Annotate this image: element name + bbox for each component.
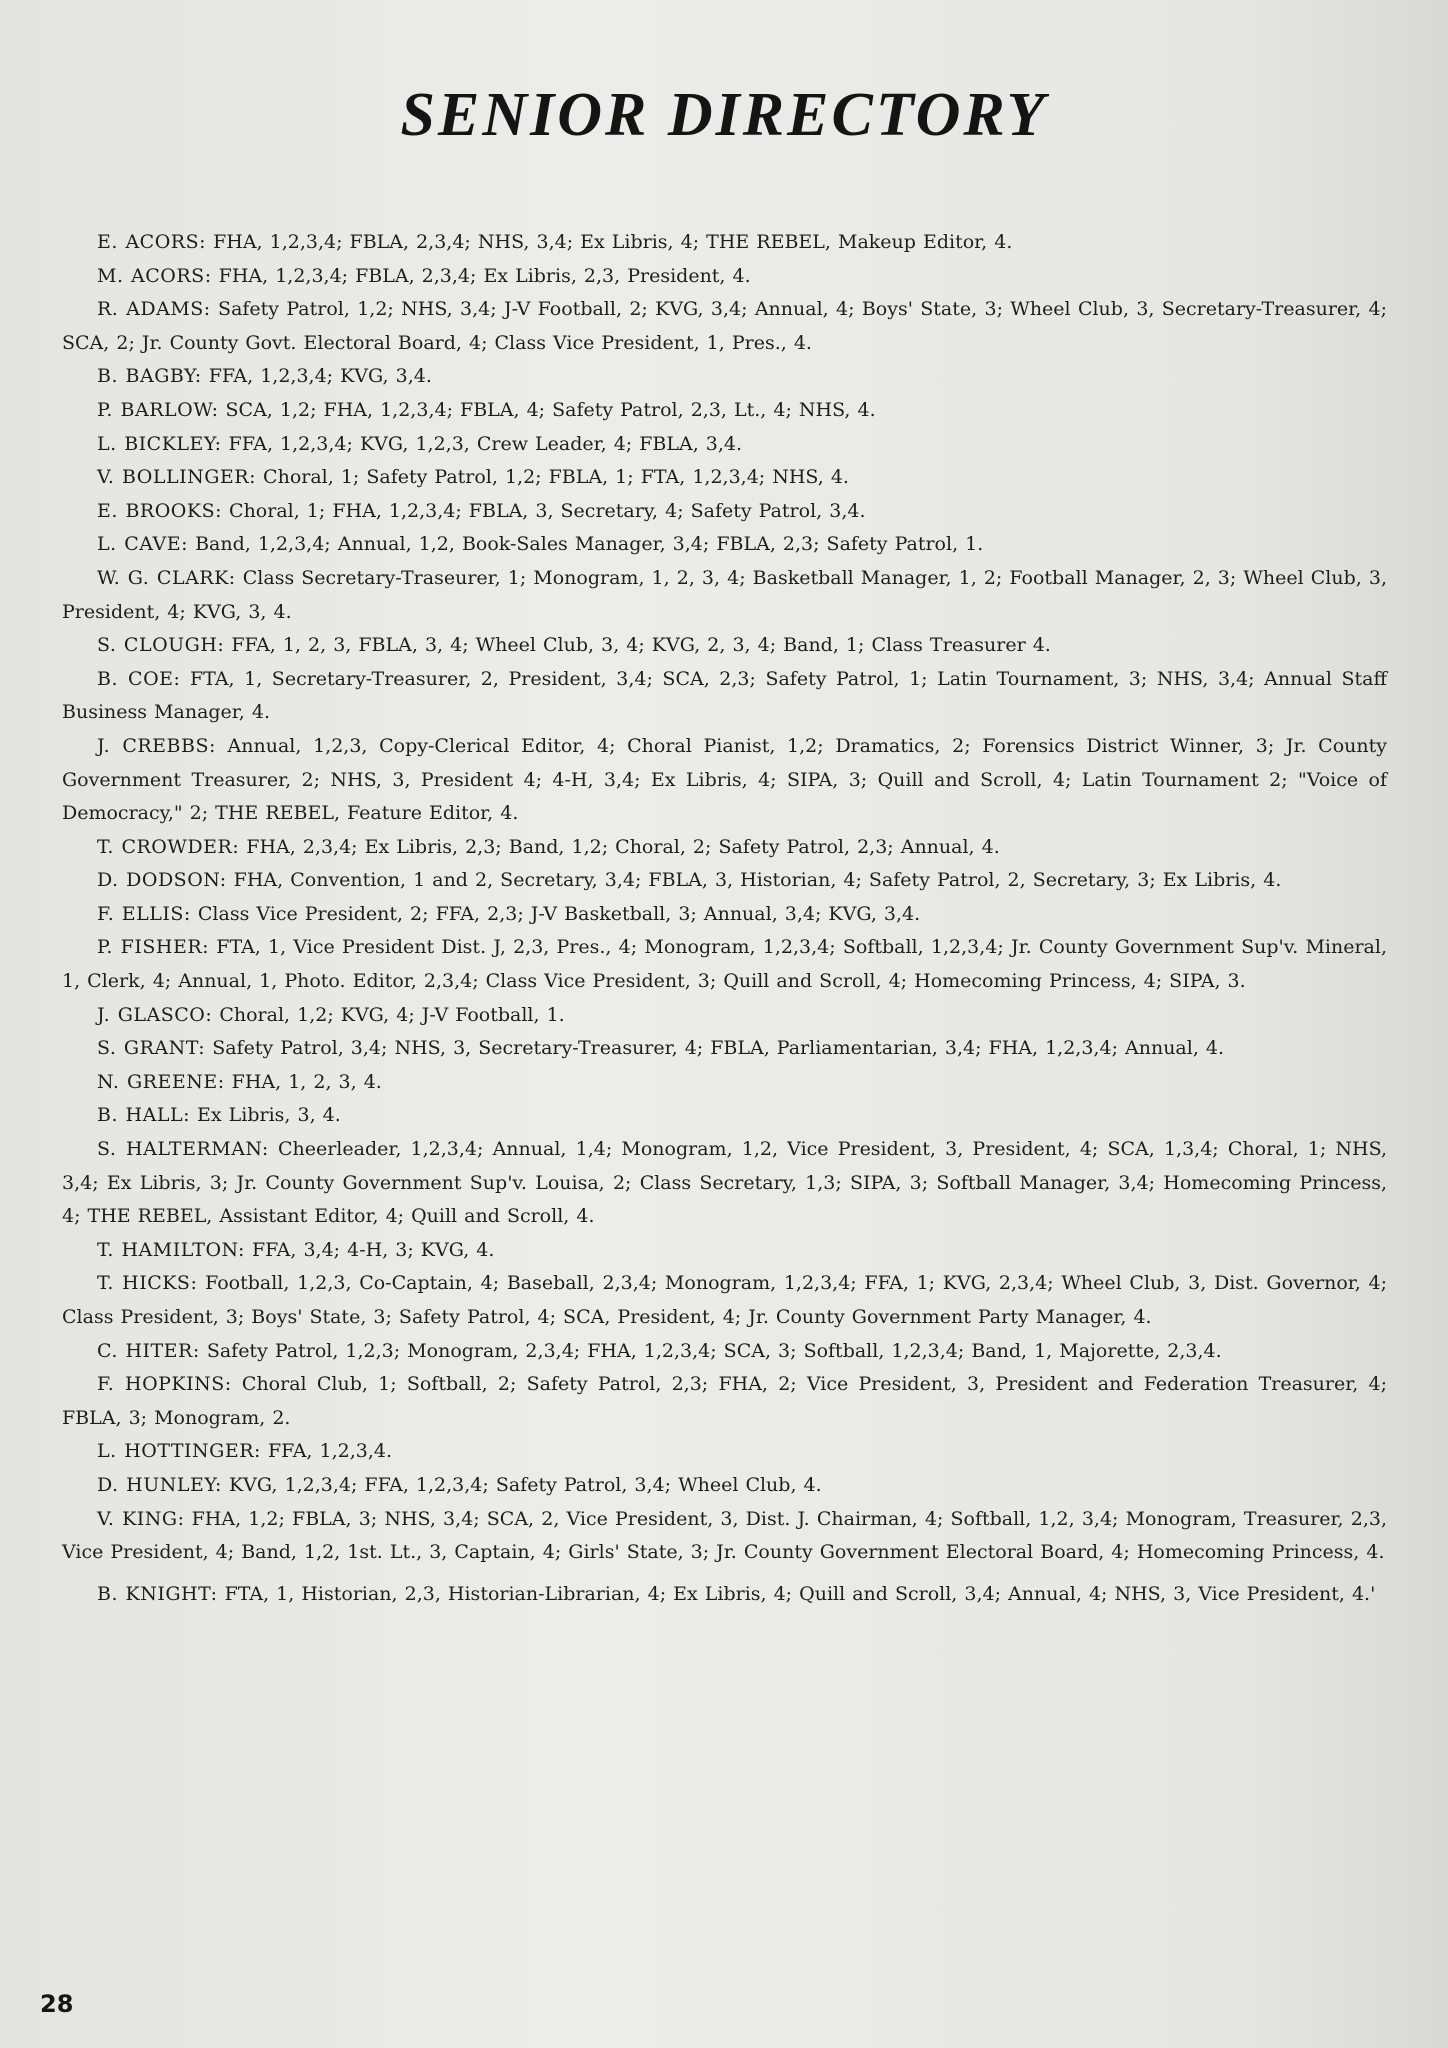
entry-activities: Class Secretary-Traseurer, 1; Monogram, 1, 2, 3, 4; Basketball Manager, 1, 2; Football Manager, 2, 3; Wheel Club, 3, President, 4; KVG, 3, 4. bbox=[62, 566, 1387, 623]
directory-entry bbox=[62, 1435, 1387, 1469]
entry-activities: Annual, 1,2,3, Copy-Clerical Editor, 4; Choral Pianist, 1,2; Dramatics, 2; Forensics District Winner, 3; Jr. County Government Treasurer, 2; NHS, 3, President 4; 4-H, 3,4; Ex Libris, 4; SIPA, 3; Quill and Scroll, 4; Latin Tournament 2; "Voice of Democracy," 2; THE REBEL, Feature Editor, 4. bbox=[62, 734, 1387, 825]
directory-entry bbox=[62, 629, 1387, 663]
entry-activities: FHA, 1, 2, 3, 4. bbox=[231, 1070, 382, 1093]
directory-entry bbox=[62, 260, 1387, 294]
entry-activities: FHA, 2,3,4; Ex Libris, 2,3; Band, 1,2; Choral, 2; Safety Patrol, 2,3; Annual, 4. bbox=[246, 835, 1000, 858]
directory-entry bbox=[62, 562, 1387, 629]
entry-activities: SCA, 1,2; FHA, 1,2,3,4; FBLA, 4; Safety Patrol, 2,3, Lt., 4; NHS, 4. bbox=[225, 398, 876, 421]
directory-entry bbox=[62, 1032, 1387, 1066]
directory-entry bbox=[62, 1335, 1387, 1369]
directory-entry bbox=[62, 495, 1387, 529]
directory-entry bbox=[62, 1469, 1387, 1503]
directory-entry bbox=[62, 1578, 1387, 1612]
entry-name: S. CLOUGH: bbox=[97, 634, 225, 657]
entry-name: J. CREBBS: bbox=[97, 734, 216, 757]
entry-name: N. GREENE: bbox=[97, 1070, 225, 1093]
entry-activities: Safety Patrol, 1,2; NHS, 3,4; J-V Football, 2; KVG, 3,4; Annual, 4; Boys' State, 3; Wheel Club, 3, Secretary-Treasurer, 4; SCA, 2; Jr. County Govt. Electoral Board, 4; Class Vice President, 1, Pres., 4. bbox=[62, 298, 1387, 354]
entry-name: T. CROWDER: bbox=[97, 835, 240, 858]
entry-activities: Choral, 1; Safety Patrol, 1,2; FBLA, 1; FTA, 1,2,3,4; NHS, 4. bbox=[263, 466, 849, 489]
page-title: SENIOR DIRECTORY bbox=[400, 81, 1048, 149]
entry-name: M. ACORS: bbox=[97, 264, 212, 287]
entry-activities: FFA, 1,2,3,4; KVG, 1,2,3, Crew Leader, 4; FBLA, 3,4. bbox=[228, 432, 743, 455]
entry-activities: FTA, 1, Historian, 2,3, Historian-Librarian, 4; Ex Libris, 4; Quill and Scroll, 3,4; Annual, 4; NHS, 3, Vice President, 4.' bbox=[224, 1582, 1376, 1605]
entry-name: B. BAGBY: bbox=[97, 365, 202, 388]
entry-name: D. DODSON: bbox=[97, 869, 227, 892]
entry-name: L. HOTTINGER: bbox=[97, 1440, 261, 1463]
entry-name: V. BOLLINGER: bbox=[97, 466, 256, 489]
entry-name: R. ADAMS: bbox=[97, 298, 211, 321]
entry-activities: Class Vice President, 2; FFA, 2,3; J-V Basketball, 3; Annual, 3,4; KVG, 3,4. bbox=[197, 902, 921, 925]
entry-activities: FHA, 1,2,3,4; FBLA, 2,3,4; NHS, 3,4; Ex Libris, 4; THE REBEL, Makeup Editor, 4. bbox=[213, 231, 1013, 253]
entry-activities: FTA, 1, Secretary-Treasurer, 2, President, 3,4; SCA, 2,3; Safety Patrol, 1; Latin Tournament, 3; NHS, 3,4; Annual Staff Business Manager, 4. bbox=[62, 667, 1387, 724]
entry-activities: Choral, 1,2; KVG, 4; J-V Football, 1. bbox=[219, 1003, 565, 1026]
entry-name: E. BROOKS: bbox=[97, 499, 222, 522]
entry-name: S. HALTERMAN: bbox=[97, 1138, 269, 1161]
directory-entry bbox=[62, 360, 1387, 394]
entry-activities: Cheerleader, 1,2,3,4; Annual, 1,4; Monogram, 1,2, Vice President, 3, President, 4; SCA, 1,3,4; Choral, 1; NHS, 3,4; Ex Libris, 3; Jr. County Government Sup'v. Louisa, 2; Class Secretary, 1,3; SIPA, 3; Softball Manager, 3,4; Homecoming Princess, 4; THE REBEL, Assistant Editor, 4; Quill and Scroll, 4. bbox=[62, 1138, 1387, 1228]
directory-entry bbox=[62, 226, 1387, 260]
directory-entry bbox=[62, 1368, 1387, 1435]
entry-activities: FFA, 1,2,3,4. bbox=[267, 1440, 393, 1463]
directory-entry bbox=[62, 831, 1387, 865]
entry-activities: KVG, 1,2,3,4; FFA, 1,2,3,4; Safety Patrol, 3,4; Wheel Club, 4. bbox=[228, 1473, 822, 1496]
entry-activities: Choral Club, 1; Softball, 2; Safety Patrol, 2,3; FHA, 2; Vice President, 3, President and Federation Treasurer, 4; FBLA, 3; Monogram, 2. bbox=[62, 1373, 1387, 1429]
directory-entry bbox=[62, 730, 1387, 831]
entry-name: F. ELLIS: bbox=[97, 902, 191, 925]
directory-entry bbox=[62, 428, 1387, 462]
entry-name: C. HITER: bbox=[97, 1339, 200, 1362]
directory-entry bbox=[62, 931, 1387, 998]
entry-name: T. HICKS: bbox=[97, 1272, 198, 1295]
entry-name: B. COE: bbox=[97, 667, 181, 690]
entry-activities: Safety Patrol, 3,4; NHS, 3, Secretary-Treasurer, 4; FBLA, Parliamentarian, 3,4; FHA, 1,2,3,4; Annual, 4. bbox=[212, 1037, 1225, 1060]
entry-name: T. HAMILTON: bbox=[97, 1238, 245, 1261]
entry-name: L. BICKLEY: bbox=[97, 432, 222, 455]
page-number: 28 bbox=[40, 1990, 74, 2018]
directory-entry bbox=[62, 394, 1387, 428]
entry-name: P. BARLOW: bbox=[97, 398, 219, 421]
directory-entry bbox=[62, 1503, 1387, 1570]
directory-entry bbox=[62, 1234, 1387, 1268]
entry-name: B. KNIGHT: bbox=[97, 1582, 218, 1605]
entry-activities: FFA, 1,2,3,4; KVG, 3,4. bbox=[208, 365, 432, 388]
entry-name: P. FISHER: bbox=[97, 936, 210, 959]
entry-name: S. GRANT: bbox=[97, 1037, 206, 1060]
entry-activities: FHA, 1,2,3,4; FBLA, 2,3,4; Ex Libris, 2,3, President, 4. bbox=[218, 264, 751, 287]
directory-entry bbox=[62, 1133, 1387, 1234]
directory-entry bbox=[62, 864, 1387, 898]
directory-entry bbox=[62, 999, 1387, 1033]
entry-name: J. GLASCO: bbox=[97, 1003, 213, 1026]
senior-directory-list bbox=[62, 226, 1387, 1611]
entry-activities: Choral, 1; FHA, 1,2,3,4; FBLA, 3, Secretary, 4; Safety Patrol, 3,4. bbox=[229, 499, 866, 522]
directory-entry bbox=[62, 528, 1387, 562]
entry-activities: Ex Libris, 3, 4. bbox=[197, 1104, 341, 1127]
entry-name: V. KING: bbox=[97, 1507, 185, 1530]
entry-activities: FTA, 1, Vice President Dist. J, 2,3, Pres., 4; Monogram, 1,2,3,4; Softball, 1,2,3,4; Jr. County Government Sup'v. Mineral, 1, Clerk, 4; Annual, 1, Photo. Editor, 2,3,4; Class Vice President, 3; Quill and Scroll, 4; Homecoming Princess, 4; SIPA, 3. bbox=[62, 936, 1388, 993]
directory-entry bbox=[62, 1099, 1387, 1133]
entry-activities: FFA, 1, 2, 3, FBLA, 3, 4; Wheel Club, 3, 4; KVG, 2, 3, 4; Band, 1; Class Treasurer 4. bbox=[231, 634, 1051, 657]
entry-name: B. HALL: bbox=[97, 1104, 190, 1127]
entry-name: L. CAVE: bbox=[97, 533, 189, 556]
entry-name: F. HOPKINS: bbox=[97, 1373, 232, 1396]
directory-entry bbox=[62, 293, 1387, 360]
entry-activities: Band, 1,2,3,4; Annual, 1,2, Book-Sales Manager, 3,4; FBLA, 2,3; Safety Patrol, 1. bbox=[195, 533, 984, 556]
entry-activities: Football, 1,2,3, Co-Captain, 4; Baseball, 2,3,4; Monogram, 1,2,3,4; FFA, 1; KVG, 2,3,4; Wheel Club, 3, Dist. Governor, 4; Class President, 3; Boys' State, 3; Safety Patrol, 4; SCA, President, 4; Jr. County Government Party Manager, 4. bbox=[62, 1272, 1388, 1328]
directory-entry bbox=[62, 1066, 1387, 1100]
entry-activities: Safety Patrol, 1,2,3; Monogram, 2,3,4; FHA, 1,2,3,4; SCA, 3; Softball, 1,2,3,4; Band, 1, Majorette, 2,3,4. bbox=[206, 1339, 1222, 1362]
directory-entry bbox=[62, 461, 1387, 495]
entry-name: W. G. CLARK: bbox=[97, 566, 236, 589]
entry-name: D. HUNLEY: bbox=[97, 1473, 222, 1496]
entry-activities: FHA, Convention, 1 and 2, Secretary, 3,4; FBLA, 3, Historian, 4; Safety Patrol, 2, Secretary, 3; Ex Libris, 4. bbox=[233, 869, 1282, 892]
directory-entry bbox=[62, 663, 1387, 730]
directory-entry bbox=[62, 1267, 1387, 1334]
entry-activities: FHA, 1,2; FBLA, 3; NHS, 3,4; SCA, 2, Vice President, 3, Dist. J. Chairman, 4; Softball, 1,2, 3,4; Monogram, Treasurer, 2,3, Vice President, 4; Band, 1,2, 1st. Lt., 3, Captain, 4; Girls' State, 3; Jr. County Government Electoral Board, 4; Homecoming Princess, 4. bbox=[62, 1507, 1387, 1564]
directory-entry bbox=[62, 898, 1387, 932]
entry-name: E. ACORS: bbox=[97, 231, 207, 253]
entry-activities: FFA, 3,4; 4-H, 3; KVG, 4. bbox=[251, 1238, 495, 1261]
